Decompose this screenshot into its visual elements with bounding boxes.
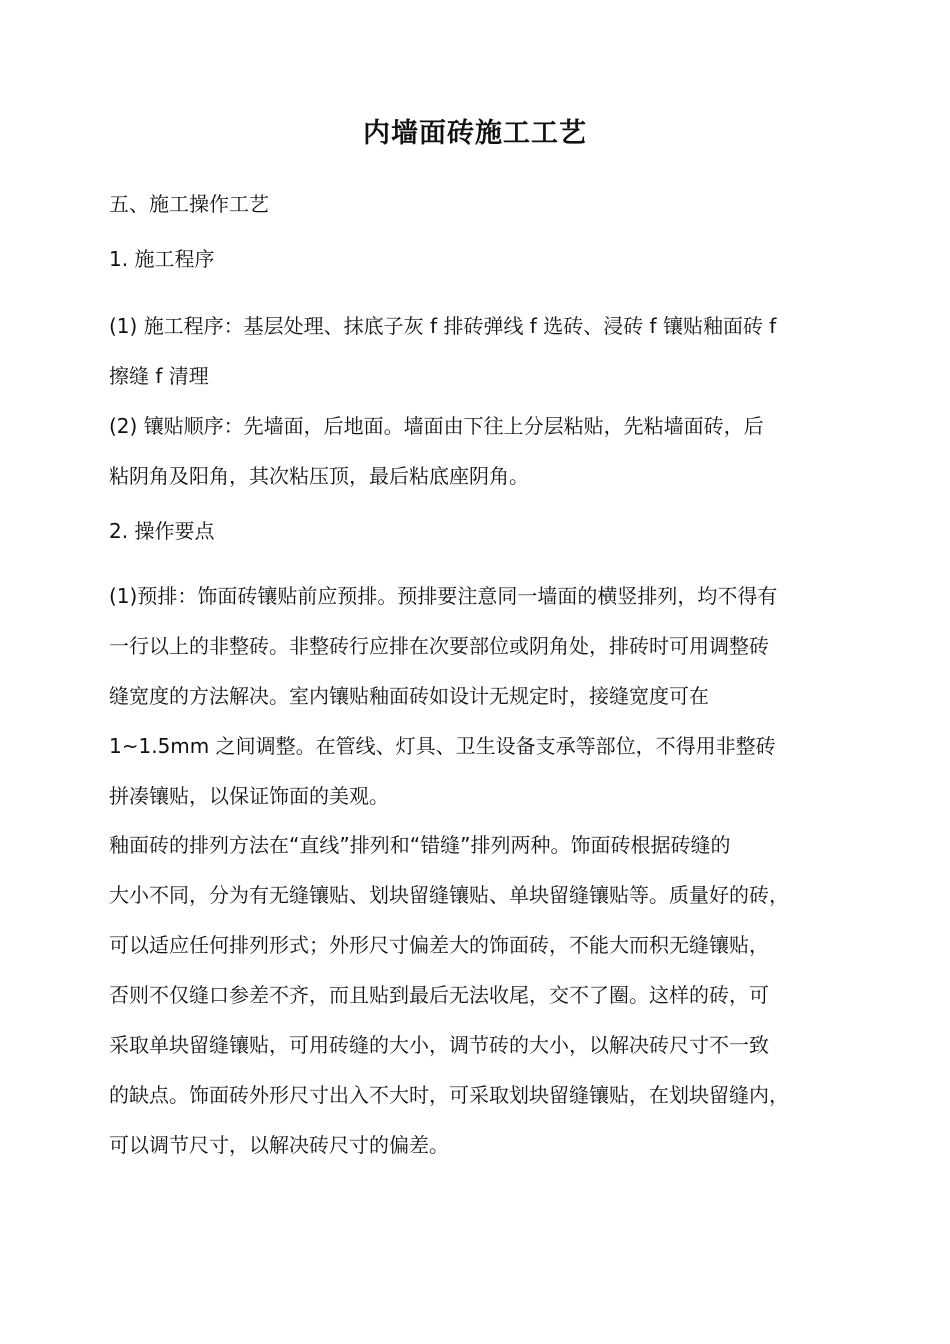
subsection-heading-procedure: 1. 施工程序 bbox=[109, 247, 215, 271]
section-heading: 五、施工操作工艺 bbox=[109, 192, 269, 216]
paragraph-line: 粘阴角及阳角，其次粘压顶，最后粘底座阴角。 bbox=[109, 464, 529, 488]
paragraph-line: 大小不同，分为有无缝镶贴、划块留缝镶贴、单块留缝镶贴等。质量好的砖， bbox=[109, 883, 789, 907]
paragraph-line: 采取单块留缝镶贴，可用砖缝的大小，调节砖的大小，以解决砖尺寸不一致 bbox=[109, 1033, 769, 1057]
paragraph-line: 擦缝 f 清理 bbox=[109, 364, 209, 388]
paragraph-line: 否则不仅缝口参差不齐，而且贴到最后无法收尾，交不了圈。这样的砖，可 bbox=[109, 983, 769, 1007]
paragraph-line: 缝宽度的方法解决。室内镶贴釉面砖如设计无规定时，接缝宽度可在 bbox=[109, 684, 709, 708]
paragraph-line: 可以适应任何排列形式；外形尺寸偏差大的饰面砖，不能大而积无缝镶贴， bbox=[109, 933, 769, 957]
subsection-heading-key-points: 2. 操作要点 bbox=[109, 519, 215, 543]
paragraph-line: (1)预排：饰面砖镶贴前应预排。预排要注意同一墙面的横竖排列，均不得有 bbox=[109, 584, 778, 608]
paragraph-line: (1) 施工程序：基层处理、抹底子灰 f 排砖弹线 f 选砖、浸砖 f 镶贴釉面砖 f bbox=[109, 314, 777, 338]
paragraph-line: 一行以上的非整砖。非整砖行应排在次要部位或阴角处，排砖时可用调整砖 bbox=[109, 634, 769, 658]
paragraph-line: 可以调节尺寸，以解决砖尺寸的偏差。 bbox=[109, 1133, 449, 1157]
paragraph-line: 拼凑镶贴，以保证饰面的美观。 bbox=[109, 784, 389, 808]
paragraph-line: 的缺点。饰面砖外形尺寸出入不大时，可采取划块留缝镶贴，在划块留缝内， bbox=[109, 1083, 789, 1107]
paragraph-line: 1~1.5mm 之间调整。在管线、灯具、卫生设备支承等部位，不得用非整砖 bbox=[109, 734, 776, 758]
document-title: 内墙面砖施工工艺 bbox=[363, 118, 587, 149]
paragraph-line: (2) 镶贴顺序：先墙面，后地面。墙面由下往上分层粘贴，先粘墙面砖，后 bbox=[109, 414, 764, 438]
paragraph-line: 釉面砖的排列方法在“直线”排列和“错缝”排列两种。饰面砖根据砖缝的 bbox=[109, 833, 731, 857]
